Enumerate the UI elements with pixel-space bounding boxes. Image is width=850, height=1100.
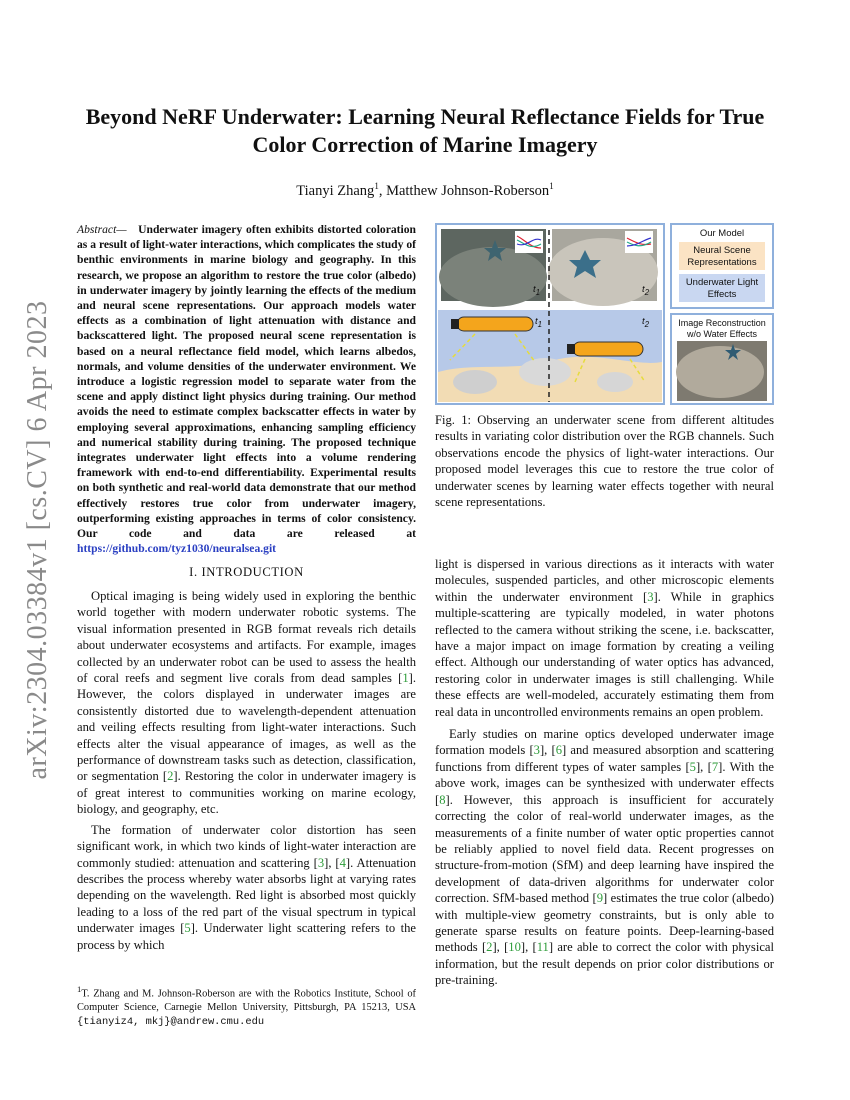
citation-link[interactable]: 8 bbox=[439, 792, 446, 807]
rock-left bbox=[453, 370, 497, 394]
time-label-t1-scene bbox=[535, 316, 542, 329]
footnote-email: {tianyiz4, mkj}@andrew.cmu.edu bbox=[77, 1015, 265, 1028]
body-paragraph bbox=[435, 726, 774, 989]
rock-right bbox=[597, 372, 633, 392]
paragraph-text: light is dispersed in various directions as it interacts with water molecules, suspended particles, and other microscopic elements within the underwater environment [ bbox=[435, 557, 774, 604]
author-1: Tianyi Zhang bbox=[296, 182, 375, 199]
t2-photo-letter: t bbox=[642, 284, 645, 295]
paragraph-text: ], [ bbox=[539, 743, 556, 758]
t1-scene-sub: 1 bbox=[537, 319, 543, 329]
paragraph-text: ]. With the above work, images can be synthesized with underwater effects [ bbox=[435, 759, 775, 807]
t2-photo-sub: 2 bbox=[644, 287, 650, 297]
arxiv-side-stamp bbox=[18, 300, 58, 780]
paragraph-text: ]. However, the colors displayed in underwater images are consistently distorted due to wavelength-dependent attenuation and veiling effects resulting from light-water interactions. Such effects alter the visual appearance of images, as well as the performance of downstream tasks such as detection, classification, or segmentation [ bbox=[77, 671, 416, 784]
time-label-t2-scene bbox=[642, 316, 649, 329]
citation-link[interactable]: 3 bbox=[317, 855, 325, 870]
author-2: Matthew Johnson-Roberson bbox=[386, 182, 550, 199]
footnote-text: T. Zhang and M. Johnson-Roberson are with the Robotics Institute, School of Computer Science, Carnegie Mellon University, Pittsburgh, PA 15213, USA bbox=[77, 988, 416, 1014]
paragraph-text: ]. However, this approach is insufficient for accurately correcting the color of real-world underwater images, as the measurements of a finite number of water optic properties cannot be reliably applied to novel field data. Recent progresses on structure-from-motion (SfM) and deep learning have inspired the development of data-driven algorithms for underwater color correction. SfM-based method [ bbox=[435, 792, 774, 906]
t2-scene-letter: t bbox=[642, 316, 645, 327]
abstract bbox=[77, 222, 416, 556]
time-label-t2-photo bbox=[642, 284, 649, 297]
citation-link[interactable]: 2 bbox=[486, 940, 493, 955]
figure-1 bbox=[435, 222, 775, 407]
paragraph-text: ]. Attenuation describes the process whereby water absorbs light at varying rates depending on the wavelength. Red light is absorbed most quickly leading to a loss of the red part of the visual spectrum in typical underwater images [ bbox=[77, 855, 416, 936]
citation-link[interactable]: 9 bbox=[596, 891, 604, 906]
citation-link[interactable]: 3 bbox=[533, 743, 540, 758]
right-column-body bbox=[435, 556, 774, 995]
figure-1-caption: Fig. 1: Observing an underwater scene from different altitudes results in variating color distribution over the RGB channels. Such observations encode the physics of light-water interactions. Our proposed model leverages this cue to restore the true color of underwater scenes by learning water effects together with neural scene representations. bbox=[435, 413, 774, 510]
paragraph-text: ], [ bbox=[695, 759, 712, 774]
body-paragraph bbox=[435, 556, 774, 720]
t1-photo-sub: 1 bbox=[535, 287, 541, 297]
robot-t2 bbox=[573, 342, 643, 356]
our-model-label: Our Model bbox=[699, 228, 745, 239]
paragraph-text: ]. While in graphics multiple-scattering are typically modeled, in water photons reflected to the camera without striking the scene, i.e. backscatter, have a major impact on image formation by creating a veiling effect. Although our understanding of water optics has advanced, restoring color in underwater images is still challenging. While these effects are well-modeled, accurately estimating them from real data in uncontrolled environments remains an open problem. bbox=[435, 589, 775, 719]
body-paragraph bbox=[77, 822, 416, 953]
arxiv-id-text: arXiv:2304.03384v1 [cs.CV] 6 Apr 2023 bbox=[22, 300, 53, 780]
paragraph-text: ], [ bbox=[492, 940, 509, 955]
section-heading-introduction: I. INTRODUCTION bbox=[189, 565, 304, 579]
t1-photo-letter: t bbox=[533, 284, 536, 295]
abstract-text: Underwater imagery often exhibits distorted coloration as a result of light-water interactions, which complicates the study of benthic environments in marine biology and geography. In this research, we propose an algorithm to restore the true color (albedo) in underwater imagery by jointly learning the effects of the medium and neural scene representations. Our approach models water effects as a combination of light attenuation with distance and backscattered light. The proposed neural scene representation is based on a neural reflectance field model, which learns albedos, normals, and volume densities of the underwater environment. We introduce a logistic regression model to separate water from the scene and apply distinct light physics during training. Our method avoids the need to estimate complex backscatter effects in water by employing several approximations, enhancing sampling efficiency and numerical stability during training. The proposed technique integrates underwater light effects into a volume rendering framework with end-to-end differentiability. Experimental results on both synthetic and real-world data demonstrate that our method effectively restores true color from underwater imagery, outperforming existing approaches in terms of color consistency. Our code and data are released at bbox=[77, 223, 416, 541]
paragraph-text: ]. Restoring the color in underwater imagery is of great interest to communities working on marine ecology, biology, and geography, etc. bbox=[77, 769, 416, 817]
paragraph-text: ]. Underwater light scattering refers to the process by which bbox=[77, 921, 416, 952]
citation-link[interactable]: 10 bbox=[508, 940, 521, 955]
time-label-t1-photo bbox=[533, 284, 540, 297]
author-line bbox=[60, 181, 790, 200]
abstract-label bbox=[77, 223, 127, 236]
citation-link[interactable]: 5 bbox=[184, 921, 191, 936]
code-link[interactable]: https://github.com/tyz1030/neuralsea.git bbox=[77, 542, 277, 556]
paragraph-text: ] are able to correct the color with physical information, but the result depends on prior color distributions or pre-training. bbox=[435, 940, 774, 988]
citation-link[interactable]: 11 bbox=[536, 940, 549, 955]
paragraph-text: ] estimates the true color (albedo) with multiple-view geometry constraints, but is only able to generate sparse results on feature points. Deep-learning-based methods [ bbox=[435, 891, 774, 955]
abstract-dash: — bbox=[116, 223, 127, 236]
body-paragraph bbox=[77, 588, 416, 818]
affiliation-footnote bbox=[77, 983, 416, 1029]
left-column-body bbox=[77, 588, 416, 957]
citation-link[interactable]: 5 bbox=[689, 759, 696, 774]
citation-link[interactable]: 1 bbox=[402, 671, 409, 686]
citation-link[interactable]: 6 bbox=[555, 743, 562, 758]
paragraph-text: ], [ bbox=[324, 855, 340, 870]
rgb-inset-t2 bbox=[625, 231, 653, 253]
t1-scene-letter: t bbox=[535, 316, 538, 327]
author-1-affil: 1 bbox=[374, 181, 379, 191]
neural-scene-label: Neural Scene Representations bbox=[687, 245, 757, 268]
citation-link[interactable]: 4 bbox=[339, 855, 346, 870]
paragraph-text: Optical imaging is being widely used in exploring the benthic world together with modern underwater robotic systems. The visual information presented in RGB format reveals rich details about underwater ecosystems and artifacts. For example, images collected by an underwater robot can be used to assess the health of coral reefs and segment live corals from dead samples [ bbox=[77, 589, 416, 686]
t2-scene-sub: 2 bbox=[644, 319, 650, 329]
citation-link[interactable]: 3 bbox=[647, 589, 654, 604]
paragraph-text: Early studies on marine optics developed underwater image formation models [ bbox=[435, 727, 774, 758]
citation-link[interactable]: 7 bbox=[711, 759, 719, 774]
reconstruction-label: Image Reconstruction w/o Water Effects bbox=[678, 318, 766, 339]
author-2-affil: 1 bbox=[549, 181, 554, 191]
abstract-label-text: Abstract bbox=[77, 223, 117, 236]
paragraph-text: ], [ bbox=[520, 940, 537, 955]
paragraph-text: ] and measured absorption and scattering functions from different types of water samples [ bbox=[435, 743, 774, 774]
robot-t1 bbox=[457, 317, 533, 331]
author-separator: , bbox=[378, 182, 387, 199]
paragraph-text: The formation of underwater color distortion has seen significant work, in which two kinds of light-water interaction are commonly studied: attenuation and scattering [ bbox=[77, 822, 416, 870]
light-effects-label: Underwater Light Effects bbox=[685, 277, 759, 300]
paper-title: Beyond NeRF Underwater: Learning Neural Reflectance Fields for True Color Correction of Marine Imagery bbox=[85, 104, 765, 157]
footnote-marker: 1 bbox=[77, 984, 82, 994]
citation-link[interactable]: 2 bbox=[167, 769, 174, 784]
rock-center bbox=[519, 358, 571, 386]
